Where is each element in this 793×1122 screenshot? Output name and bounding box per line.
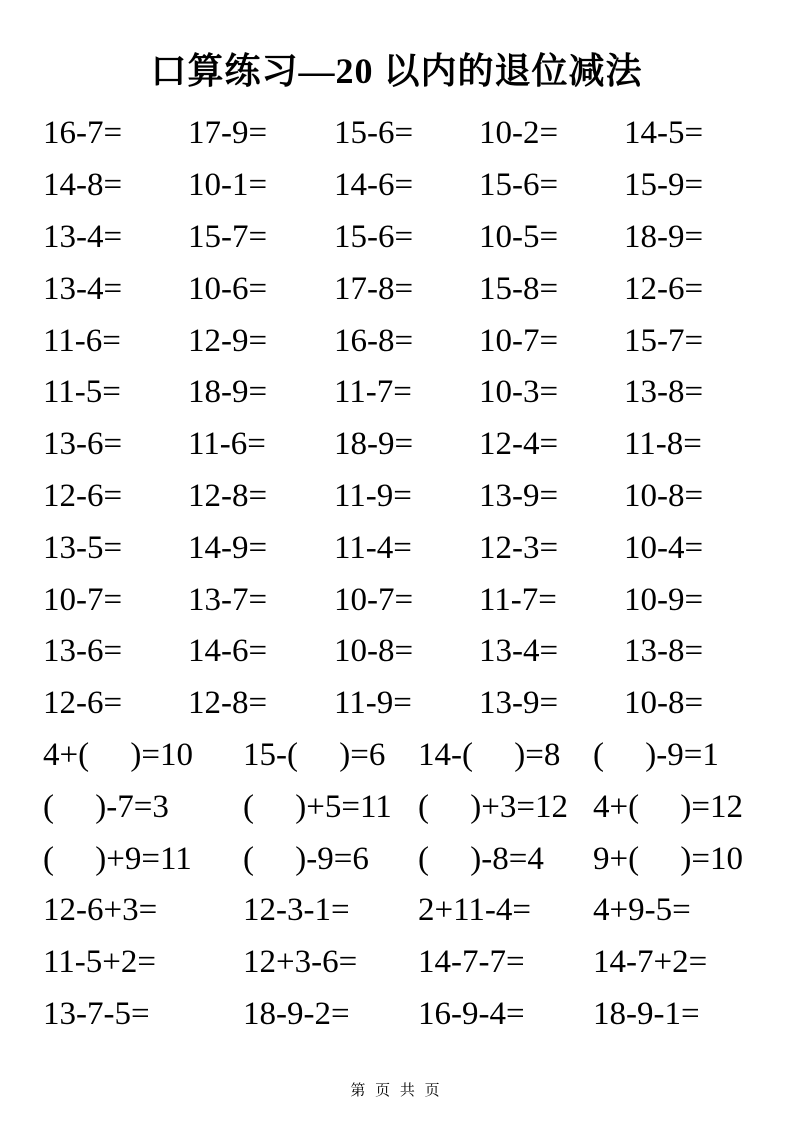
problem-row [43, 626, 769, 678]
problem-cell: 18-9= [188, 374, 268, 411]
problem-row [43, 989, 769, 1041]
problem-cell: 10-8= [624, 685, 704, 722]
problem-cell: 14-( )=8 [418, 736, 561, 773]
problem-cell: ( )-9=1 [593, 736, 719, 773]
problem-cell: 10-3= [479, 374, 559, 411]
problem-cell: 12-6+3= [43, 892, 158, 929]
problem-row [43, 678, 769, 730]
problem-cell: ( )+5=11 [243, 788, 392, 825]
three-term-section [43, 885, 769, 1040]
problem-row [43, 574, 769, 626]
problem-cell: 13-7-5= [43, 995, 150, 1032]
problem-cell: 16-9-4= [418, 995, 525, 1032]
problem-cell: 14-7-7= [418, 944, 525, 981]
fill-blank-section [43, 730, 769, 885]
problem-row [43, 160, 769, 212]
problem-cell: 10-9= [624, 581, 704, 618]
problem-cell: 16-8= [334, 322, 414, 359]
problem-row [43, 937, 769, 989]
problem-cell: 12-6= [624, 270, 704, 307]
problem-cell: ( )-7=3 [43, 788, 169, 825]
problem-row [43, 833, 769, 885]
problem-cell: 15-7= [624, 322, 704, 359]
problem-cell: 12-8= [188, 477, 268, 514]
problem-cell: 15-( )=6 [243, 736, 386, 773]
problem-cell: 18-9-1= [593, 995, 700, 1032]
problem-cell: 11-5= [43, 374, 121, 411]
problem-cell: 12-6= [43, 477, 123, 514]
problem-cell: 11-6= [43, 322, 121, 359]
problem-cell: 13-4= [43, 270, 123, 307]
problem-cell: 11-8= [624, 426, 702, 463]
problem-cell: 13-6= [43, 633, 123, 670]
problem-cell: 15-7= [188, 218, 268, 255]
problem-cell: 13-4= [479, 633, 559, 670]
problem-cell: 13-8= [624, 633, 704, 670]
problem-cell: 14-7+2= [593, 944, 708, 981]
problem-cell: 10-2= [479, 115, 559, 152]
problem-cell: 10-7= [334, 581, 414, 618]
problem-cell: 4+( )=10 [43, 736, 193, 773]
problem-cell: ( )-8=4 [418, 840, 544, 877]
problem-cell: 18-9= [624, 218, 704, 255]
problem-cell: 10-6= [188, 270, 268, 307]
problem-cell: 16-7= [43, 115, 123, 152]
problem-cell: 12-3-1= [243, 892, 350, 929]
problem-cell: 10-7= [43, 581, 123, 618]
problem-cell: 17-8= [334, 270, 414, 307]
problem-cell: 10-8= [624, 477, 704, 514]
problem-cell: 14-9= [188, 529, 268, 566]
problem-cell: 17-9= [188, 115, 268, 152]
problem-cell: 11-9= [334, 477, 412, 514]
problem-cell: 11-7= [334, 374, 412, 411]
problem-cell: 14-6= [334, 167, 414, 204]
problem-cell: 10-5= [479, 218, 559, 255]
problem-cell: 15-6= [479, 167, 559, 204]
problem-cell: ( )+3=12 [418, 788, 568, 825]
page-title: 口算练习—20 以内的退位减法 [150, 51, 643, 91]
problem-cell: 15-8= [479, 270, 559, 307]
problem-cell: 14-5= [624, 115, 704, 152]
problem-row [43, 212, 769, 264]
problem-cell: 14-8= [43, 167, 123, 204]
problem-cell: 12+3-6= [243, 944, 358, 981]
problem-row [43, 781, 769, 833]
problem-cell: 12-8= [188, 685, 268, 722]
problem-cell: 11-9= [334, 685, 412, 722]
problem-cell: 10-8= [334, 633, 414, 670]
problem-cell: 10-1= [188, 167, 268, 204]
problem-cell: ( )+9=11 [43, 840, 192, 877]
problem-cell: 18-9= [334, 426, 414, 463]
problem-cell: 11-6= [188, 426, 266, 463]
page-footer: 第 页 共 页 [350, 1083, 443, 1099]
problem-row [43, 367, 769, 419]
problem-row [43, 419, 769, 471]
problem-row [43, 263, 769, 315]
problem-cell: 11-4= [334, 529, 412, 566]
subtraction-section [43, 108, 769, 730]
problem-cell: 15-6= [334, 115, 414, 152]
problem-cell: 13-6= [43, 426, 123, 463]
problem-row [43, 885, 769, 937]
problem-row [43, 315, 769, 367]
problem-cell: 18-9-2= [243, 995, 350, 1032]
problem-cell: 12-9= [188, 322, 268, 359]
problem-cell: 15-9= [624, 167, 704, 204]
problem-cell: 12-3= [479, 529, 559, 566]
problems-area [0, 108, 793, 1040]
problem-cell: 11-7= [479, 581, 557, 618]
problem-cell: 10-7= [479, 322, 559, 359]
problem-cell: 11-5+2= [43, 944, 156, 981]
problem-cell: 10-4= [624, 529, 704, 566]
problem-cell: 13-7= [188, 581, 268, 618]
problem-cell: 12-4= [479, 426, 559, 463]
problem-cell: ( )-9=6 [243, 840, 369, 877]
problem-cell: 12-6= [43, 685, 123, 722]
problem-cell: 15-6= [334, 218, 414, 255]
problem-cell: 13-8= [624, 374, 704, 411]
problem-cell: 2+11-4= [418, 892, 531, 929]
problem-cell: 4+9-5= [593, 892, 691, 929]
problem-cell: 13-5= [43, 529, 123, 566]
problem-cell: 13-9= [479, 477, 559, 514]
problem-cell: 9+( )=10 [593, 840, 743, 877]
problem-row [43, 522, 769, 574]
problem-row [43, 471, 769, 523]
problem-cell: 13-9= [479, 685, 559, 722]
problem-row [43, 108, 769, 160]
problem-cell: 4+( )=12 [593, 788, 743, 825]
problem-cell: 13-4= [43, 218, 123, 255]
problem-row [43, 730, 769, 782]
problem-cell: 14-6= [188, 633, 268, 670]
